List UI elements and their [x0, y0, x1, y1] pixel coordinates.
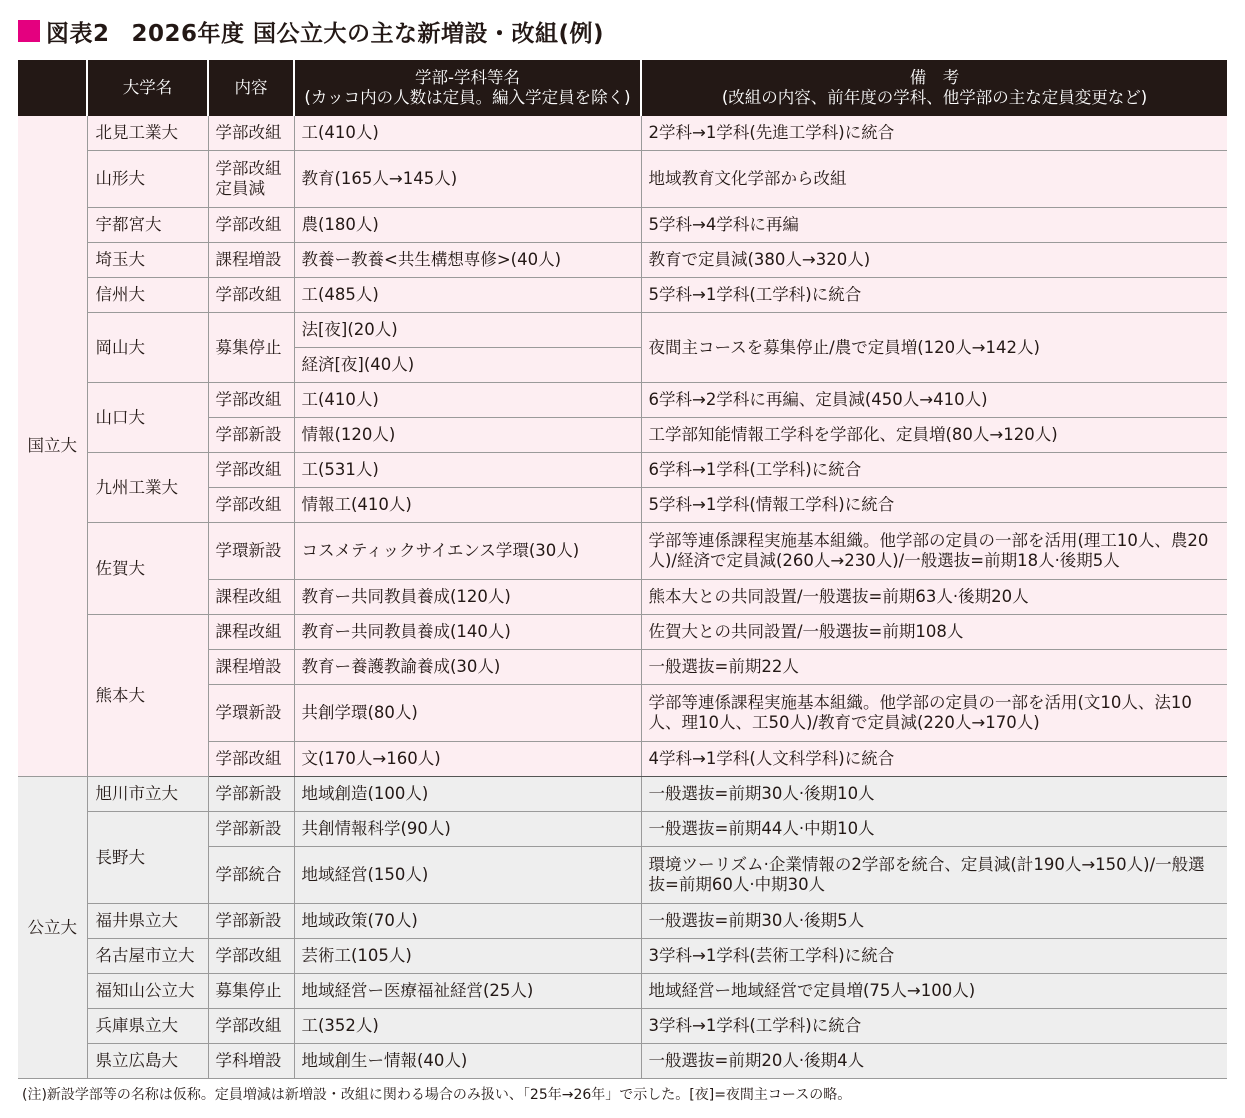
faculty-name: 地域経営(150人): [294, 847, 641, 904]
faculty-name: 工(352人): [294, 1009, 641, 1044]
table-row: [18, 1044, 1227, 1079]
university-reorganization-table: [18, 60, 1227, 1079]
faculty-name: 工(531人): [294, 453, 641, 488]
remarks: 地域教育文化学部から改組: [641, 151, 1227, 208]
university-name: 名古屋市立大: [87, 939, 208, 974]
content-type: 学部新設: [208, 777, 294, 812]
faculty-name: 工(485人): [294, 278, 641, 313]
remarks: 環境ツーリズム·企業情報の2学部を統合、定員減(計190人→150人)/一般選抜=前期60人·中期30人: [641, 847, 1227, 904]
group-national: 国立大: [18, 116, 87, 777]
university-name: 福知山公立大: [87, 974, 208, 1009]
faculty-name: 工(410人): [294, 116, 641, 151]
faculty-name: 経済[夜](40人): [294, 348, 641, 383]
faculty-name: 教養ー教養<共生構想専修>(40人): [294, 243, 641, 278]
content-type: 学環新設: [208, 685, 294, 742]
content-type: 学部改組: [208, 383, 294, 418]
table-row: [18, 812, 1227, 847]
faculty-name: 法[夜](20人): [294, 313, 641, 348]
university-name: 福井県立大: [87, 904, 208, 939]
university-name: 宇都宮大: [87, 208, 208, 243]
faculty-name: 文(170人→160人): [294, 742, 641, 777]
content-type: 募集停止: [208, 313, 294, 383]
remarks: 5学科→1学科(情報工学科)に統合: [641, 488, 1227, 523]
table-row: [18, 453, 1227, 488]
remarks: 6学科→1学科(工学科)に統合: [641, 453, 1227, 488]
faculty-name: 教育ー共同教員養成(120人): [294, 580, 641, 615]
table-row: [18, 1009, 1227, 1044]
remarks: 3学科→1学科(工学科)に統合: [641, 1009, 1227, 1044]
content-type: 学部改組: [208, 116, 294, 151]
content-type: 学部新設: [208, 418, 294, 453]
faculty-name: 情報工(410人): [294, 488, 641, 523]
faculty-name: 地域経営ー医療福祉経営(25人): [294, 974, 641, 1009]
remarks: 地域経営ー地域経営で定員増(75人→100人): [641, 974, 1227, 1009]
table-header-row: [18, 60, 1227, 116]
faculty-name: 情報(120人): [294, 418, 641, 453]
content-type: 課程改組: [208, 580, 294, 615]
remarks: 6学科→2学科に再編、定員減(450人→410人): [641, 383, 1227, 418]
remarks: 一般選抜=前期22人: [641, 650, 1227, 685]
faculty-name: コスメティックサイエンス学環(30人): [294, 523, 641, 580]
content-type: 学部新設: [208, 812, 294, 847]
table-row: [18, 278, 1227, 313]
university-name: 山口大: [87, 383, 208, 453]
figure-title-text: 2026年度 国公立大の主な新増設・改組(例): [131, 20, 605, 47]
remarks: 佐賀大との共同設置/一般選抜=前期108人: [641, 615, 1227, 650]
table-row: [18, 313, 1227, 348]
faculty-name: 地域創生ー情報(40人): [294, 1044, 641, 1079]
remarks: 学部等連係課程実施基本組織。他学部の定員の一部を活用(理工10人、農20人)/経済で定員減(260人→230人)/一般選抜=前期18人·後期5人: [641, 523, 1227, 580]
table-row: [18, 939, 1227, 974]
university-name: 埼玉大: [87, 243, 208, 278]
content-type: 課程増設: [208, 650, 294, 685]
university-name: 岡山大: [87, 313, 208, 383]
table-row: [18, 904, 1227, 939]
faculty-name: 教育(165人→145人): [294, 151, 641, 208]
header-remarks: 備 考 (改組の内容、前年度の学科、他学部の主な定員変更など): [641, 60, 1227, 116]
content-type: 学科増設: [208, 1044, 294, 1079]
title-marker-icon: [18, 20, 40, 42]
content-type: 学環新設: [208, 523, 294, 580]
table-row: [18, 615, 1227, 650]
remarks: 一般選抜=前期20人·後期4人: [641, 1044, 1227, 1079]
remarks: 夜間主コースを募集停止/農で定員増(120人→142人): [641, 313, 1227, 383]
university-name: 山形大: [87, 151, 208, 208]
table-row: [18, 523, 1227, 580]
content-type: 学部改組: [208, 488, 294, 523]
remarks: 5学科→4学科に再編: [641, 208, 1227, 243]
table-row: [18, 208, 1227, 243]
content-type: 学部改組: [208, 939, 294, 974]
header-content: 内容: [208, 60, 294, 116]
faculty-name: 工(410人): [294, 383, 641, 418]
remarks: 4学科→1学科(人文科学科)に統合: [641, 742, 1227, 777]
university-name: 長野大: [87, 812, 208, 904]
remarks: 教育で定員減(380人→320人): [641, 243, 1227, 278]
faculty-name: 共創学環(80人): [294, 685, 641, 742]
content-type: 課程増設: [208, 243, 294, 278]
remarks: 3学科→1学科(芸術工学科)に統合: [641, 939, 1227, 974]
faculty-name: 教育ー養護教諭養成(30人): [294, 650, 641, 685]
remarks: 一般選抜=前期44人·中期10人: [641, 812, 1227, 847]
university-name: 信州大: [87, 278, 208, 313]
content-type: 募集停止: [208, 974, 294, 1009]
table-row: [18, 383, 1227, 418]
remarks: 熊本大との共同設置/一般選抜=前期63人·後期20人: [641, 580, 1227, 615]
university-name: 熊本大: [87, 615, 208, 777]
figure-title: [18, 14, 604, 48]
content-type: 学部改組 定員減: [208, 151, 294, 208]
university-name: 佐賀大: [87, 523, 208, 615]
faculty-name: 地域創造(100人): [294, 777, 641, 812]
content-type: 学部統合: [208, 847, 294, 904]
table-row: [18, 116, 1227, 151]
university-name: 旭川市立大: [87, 777, 208, 812]
university-name: 兵庫県立大: [87, 1009, 208, 1044]
faculty-name: 地域政策(70人): [294, 904, 641, 939]
remarks: 2学科→1学科(先進工学科)に統合: [641, 116, 1227, 151]
table-row: [18, 243, 1227, 278]
remarks: 学部等連係課程実施基本組織。他学部の定員の一部を活用(文10人、法10人、理10人、工50人)/教育で定員減(220人→170人): [641, 685, 1227, 742]
remarks: 一般選抜=前期30人·後期5人: [641, 904, 1227, 939]
table-row: [18, 777, 1227, 812]
remarks: 工学部知能情報工学科を学部化、定員増(80人→120人): [641, 418, 1227, 453]
content-type: 学部新設: [208, 904, 294, 939]
table-row: [18, 974, 1227, 1009]
table-footnote: (注)新設学部等の名称は仮称。定員増減は新増設・改組に関わる場合のみ扱い、「25年→26年」で示した。[夜]=夜間主コースの略。: [22, 1087, 852, 1103]
header-university: 大学名: [87, 60, 208, 116]
faculty-name: 共創情報科学(90人): [294, 812, 641, 847]
remarks: 一般選抜=前期30人·後期10人: [641, 777, 1227, 812]
university-name: 県立広島大: [87, 1044, 208, 1079]
content-type: 課程改組: [208, 615, 294, 650]
content-type: 学部改組: [208, 742, 294, 777]
faculty-name: 教育ー共同教員養成(140人): [294, 615, 641, 650]
header-group: [18, 60, 87, 116]
content-type: 学部改組: [208, 453, 294, 488]
content-type: 学部改組: [208, 1009, 294, 1044]
table-row: [18, 151, 1227, 208]
university-name: 北見工業大: [87, 116, 208, 151]
figure-number: 図表2: [46, 20, 110, 47]
group-public: 公立大: [18, 777, 87, 1079]
content-type: 学部改組: [208, 278, 294, 313]
content-type: 学部改組: [208, 208, 294, 243]
faculty-name: 芸術工(105人): [294, 939, 641, 974]
header-faculty: 学部-学科等名 (カッコ内の人数は定員。編入学定員を除く): [294, 60, 641, 116]
faculty-name: 農(180人): [294, 208, 641, 243]
remarks: 5学科→1学科(工学科)に統合: [641, 278, 1227, 313]
university-name: 九州工業大: [87, 453, 208, 523]
